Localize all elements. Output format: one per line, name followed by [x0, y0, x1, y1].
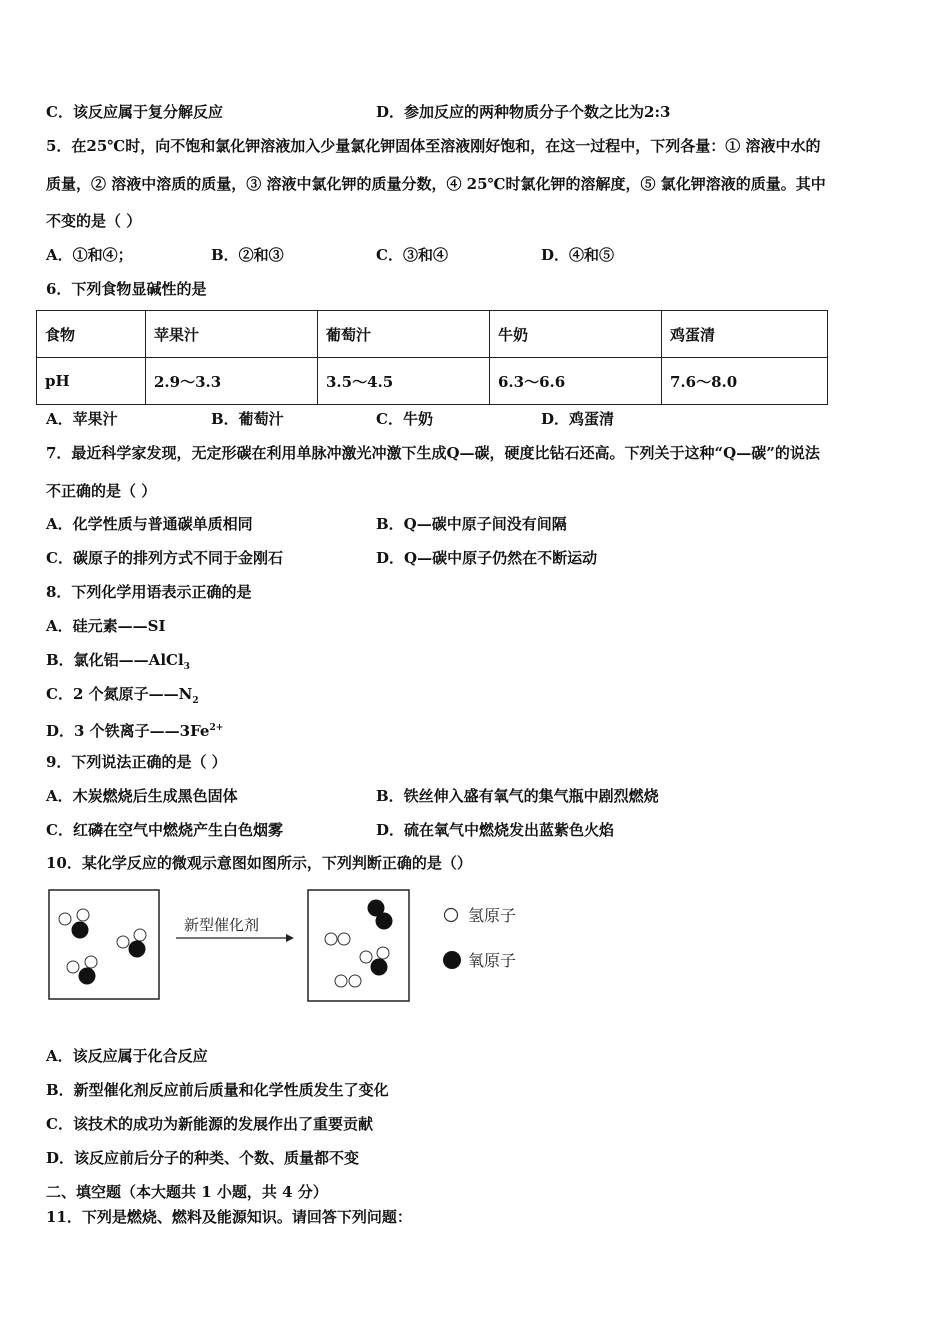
- q10-option-a: A．该反应属于化合反应: [46, 1047, 208, 1065]
- q6-option-c: C．牛奶: [376, 410, 433, 428]
- table-cell: 2.9～3.3: [146, 358, 318, 405]
- q6-stem: 6．下列食物显碱性的是: [46, 280, 207, 298]
- q8-stem: 8．下列化学用语表示正确的是: [46, 583, 252, 601]
- q9-option-c: C．红磷在空气中燃烧产生白色烟雾: [46, 821, 283, 839]
- subscript: 2: [192, 696, 199, 706]
- q8-option-d-text: D．3 个铁离子——3Fe: [46, 722, 210, 740]
- q7-stem-line1: 7．最近科学家发现，无定形碳在利用单脉冲激光冲激下生成Q—碳，硬度比钻石还高。下列关于这种“Q—碳”的说法: [46, 444, 820, 462]
- table-cell: 鸡蛋清: [662, 311, 828, 358]
- q8-option-d: [46, 718, 223, 741]
- q9-option-b: B．铁丝伸入盛有氧气的集气瓶中剧烈燃烧: [376, 787, 659, 805]
- q4-option-d: D．参加反应的两种物质分子个数之比为2:3: [376, 103, 671, 121]
- legend-oxygen-label: 氧原子: [468, 951, 517, 970]
- q7-stem-line2: 不正确的是（ ）: [46, 482, 157, 500]
- q5-stem-line3: 不变的是（ ）: [46, 212, 142, 230]
- q8-option-a: A．硅元素——SI: [46, 617, 166, 635]
- oxygen-atom-legend-icon: [443, 951, 461, 969]
- reaction-diagram: [46, 886, 566, 1006]
- q7-option-b: B．Q—碳中原子间没有间隔: [376, 515, 567, 533]
- legend-hydrogen-label: 氢原子: [468, 906, 517, 925]
- hydrogen-atom-legend-icon: [445, 909, 458, 922]
- q10-stem: 10．某化学反应的微观示意图如图所示，下列判断正确的是（）: [46, 854, 472, 872]
- arrow-head: [286, 934, 294, 942]
- q8-option-b: [46, 650, 190, 677]
- q9-stem: 9．下列说法正确的是（ ）: [46, 753, 227, 771]
- section-heading: 二、填空题（本大题共 1 小题，共 4 分）: [46, 1183, 328, 1201]
- q10-option-b: B．新型催化剂反应前后质量和化学性质发生了变化: [46, 1081, 389, 1099]
- q10-option-c: C．该技术的成功为新能源的发展作出了重要贡献: [46, 1115, 373, 1133]
- q6-option-b: B．葡萄汁: [211, 410, 284, 428]
- q6-option-a: A．苹果汁: [46, 410, 118, 428]
- q8-option-b-text: B．氯化铝——AlCl: [46, 651, 184, 669]
- q9-option-a: A．木炭燃烧后生成黑色固体: [46, 787, 238, 805]
- table-cell: pH: [37, 358, 146, 405]
- ph-table-value-row: [37, 358, 828, 405]
- q9-option-d: D．硫在氧气中燃烧发出蓝紫色火焰: [376, 821, 615, 839]
- table-cell: 食物: [37, 311, 146, 358]
- q5-option-c: C．③和④: [376, 246, 448, 264]
- q4-option-c: C．该反应属于复分解反应: [46, 103, 223, 121]
- q5-option-a: A．①和④；: [46, 246, 133, 264]
- q6-option-d: D．鸡蛋清: [541, 410, 615, 428]
- table-cell: 6.3～6.6: [490, 358, 662, 405]
- q8-option-c-text: C．2 个氮原子——N: [46, 685, 193, 703]
- ph-table: [36, 310, 828, 405]
- superscript: 2+: [209, 723, 224, 733]
- q8-option-c: [46, 684, 199, 711]
- q10-option-d: D．该反应前后分子的种类、个数、质量都不变: [46, 1149, 360, 1167]
- ph-table-header-row: [37, 311, 828, 358]
- catalyst-label: 新型催化剂: [184, 916, 260, 934]
- q7-option-c: C．碳原子的排列方式不同于金刚石: [46, 549, 283, 567]
- table-cell: 3.5～4.5: [318, 358, 490, 405]
- subscript: 3: [183, 662, 190, 672]
- q5-stem-line2: 质量，② 溶液中溶质的质量，③ 溶液中氯化钾的质量分数，④ 25℃时氯化钾的溶解度，⑤ 氯化钾溶液的质量。其中: [46, 175, 826, 193]
- q7-option-d: D．Q—碳中原子仍然在不断运动: [376, 549, 598, 567]
- q5-stem-line1: 5．在25℃时，向不饱和氯化钾溶液加入少量氯化钾固体至溶液刚好饱和，在这一过程中，下列各量：① 溶液中水的: [46, 137, 821, 155]
- table-cell: 7.6～8.0: [662, 358, 828, 405]
- q5-option-d: D．④和⑤: [541, 246, 615, 264]
- q7-option-a: A．化学性质与普通碳单质相同: [46, 515, 253, 533]
- table-cell: 葡萄汁: [318, 311, 490, 358]
- q5-option-b: B．②和③: [211, 246, 284, 264]
- table-cell: 牛奶: [490, 311, 662, 358]
- table-cell: 苹果汁: [146, 311, 318, 358]
- q11-stem: 11．下列是燃烧、燃料及能源知识。请回答下列问题：: [46, 1208, 412, 1226]
